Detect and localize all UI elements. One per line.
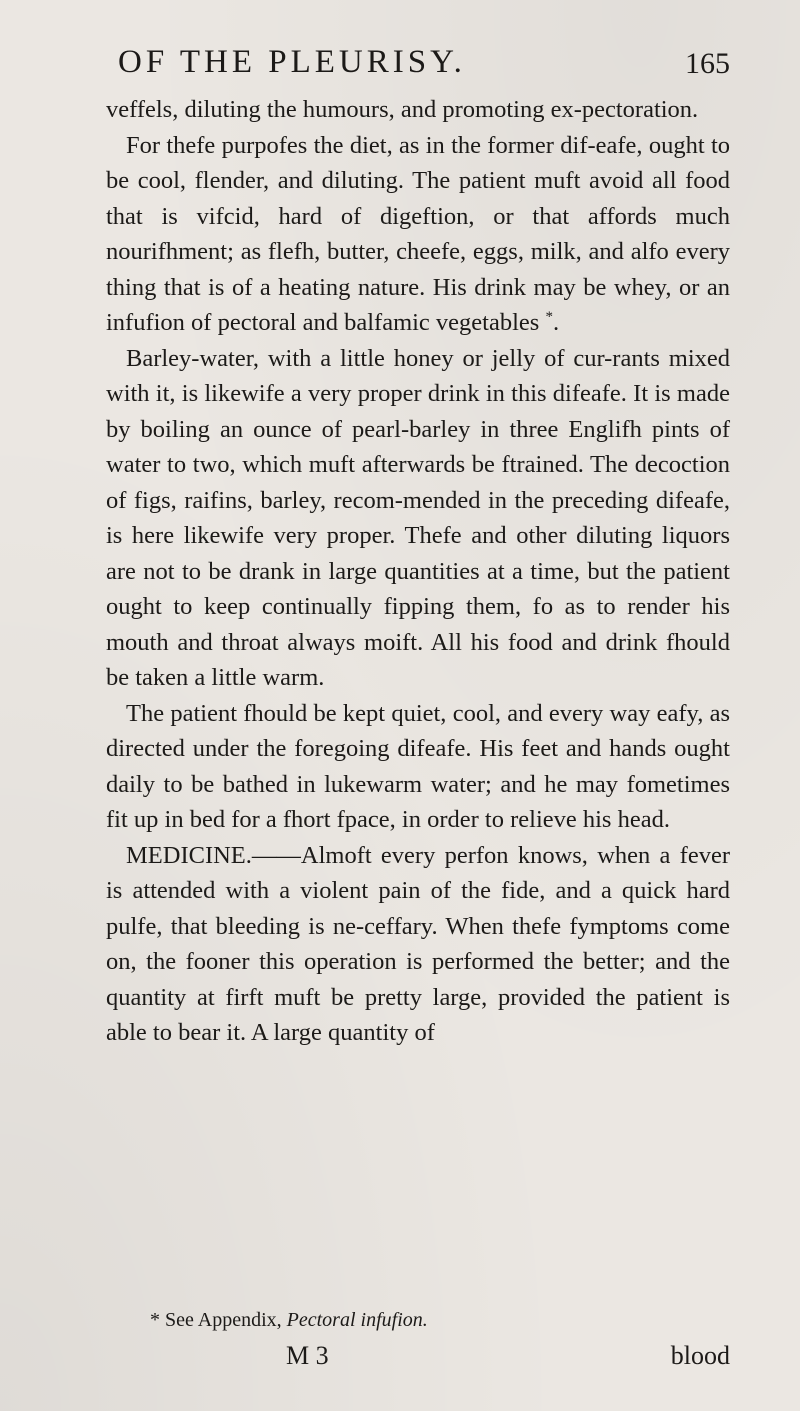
paragraph-rest: The patient fhould be kept quiet, cool, and every way eafy, as directed under the foregoing difeafe. His feet and hands ought daily to be bathed in lukewarm water; and he may fometimes fit up in bed for a fhort fpace, in order to relieve his head. [106, 699, 730, 833]
footnote-marker: * [150, 1309, 160, 1331]
running-head [118, 42, 730, 82]
signature-mark: M 3 [286, 1341, 329, 1370]
paragraph-medicine: MEDICINE.——Almoft every perfon knows, when a fever is attended with a violent pain of the fide, and a quick hard pulfe, that bleeding is ne-ceffary. When thefe fymptoms come on, the fooner this operation is performed the better; and the quantity at firft muft be pretty large, provided the patient is able to bear it. A large quantity of [106, 841, 730, 1046]
page-footer [106, 1338, 730, 1374]
paragraph-continuation: veffels, diluting the humours, and promoting ex-pectoration. [106, 96, 699, 123]
footnote-text: See Appendix, [165, 1309, 282, 1331]
catchword: blood [670, 1341, 730, 1370]
footnote-reference-period: . [552, 309, 560, 336]
footnote [150, 1306, 428, 1334]
paragraph-barley-water: Barley-water, with a little honey or jelly of cur-rants mixed with it, is likewife a very proper drink in this difeafe. It is made by boiling an ounce of pearl-barley in three Englifh pints of water to two, which muft afterwards be ftrained. The decoction of figs, raifins, barley, recom-mended in the preceding difeafe, is here likewife very proper. Thefe and other diluting liquors are not to be drank in large quantities at a time, but the patient ought to keep continually fipping them, fo as to render his mouth and throat always moift. All his food and drink fhould be taken a little warm. [106, 344, 730, 691]
footnote-reference: * [545, 308, 553, 325]
page-number: 165 [685, 47, 730, 80]
running-title: OF THE PLEURISY. [118, 44, 466, 80]
body-text [106, 92, 730, 1051]
paragraph-diet-text: For thefe purpofes the diet, as in the former dif-eafe, ought to be cool, flender, and diluting. The patient muft avoid all food that is vifcid, hard of digeftion, or that affords much nourifhment; as flefh, butter, cheefe, eggs, milk, and alfo every thing that is of a heating nature. His drink may be whey, or an infufion of pectoral and balfamic vegetables [106, 131, 730, 336]
paragraph-diet [106, 128, 730, 341]
footnote-italic-text: Pectoral infufion. [286, 1309, 428, 1331]
